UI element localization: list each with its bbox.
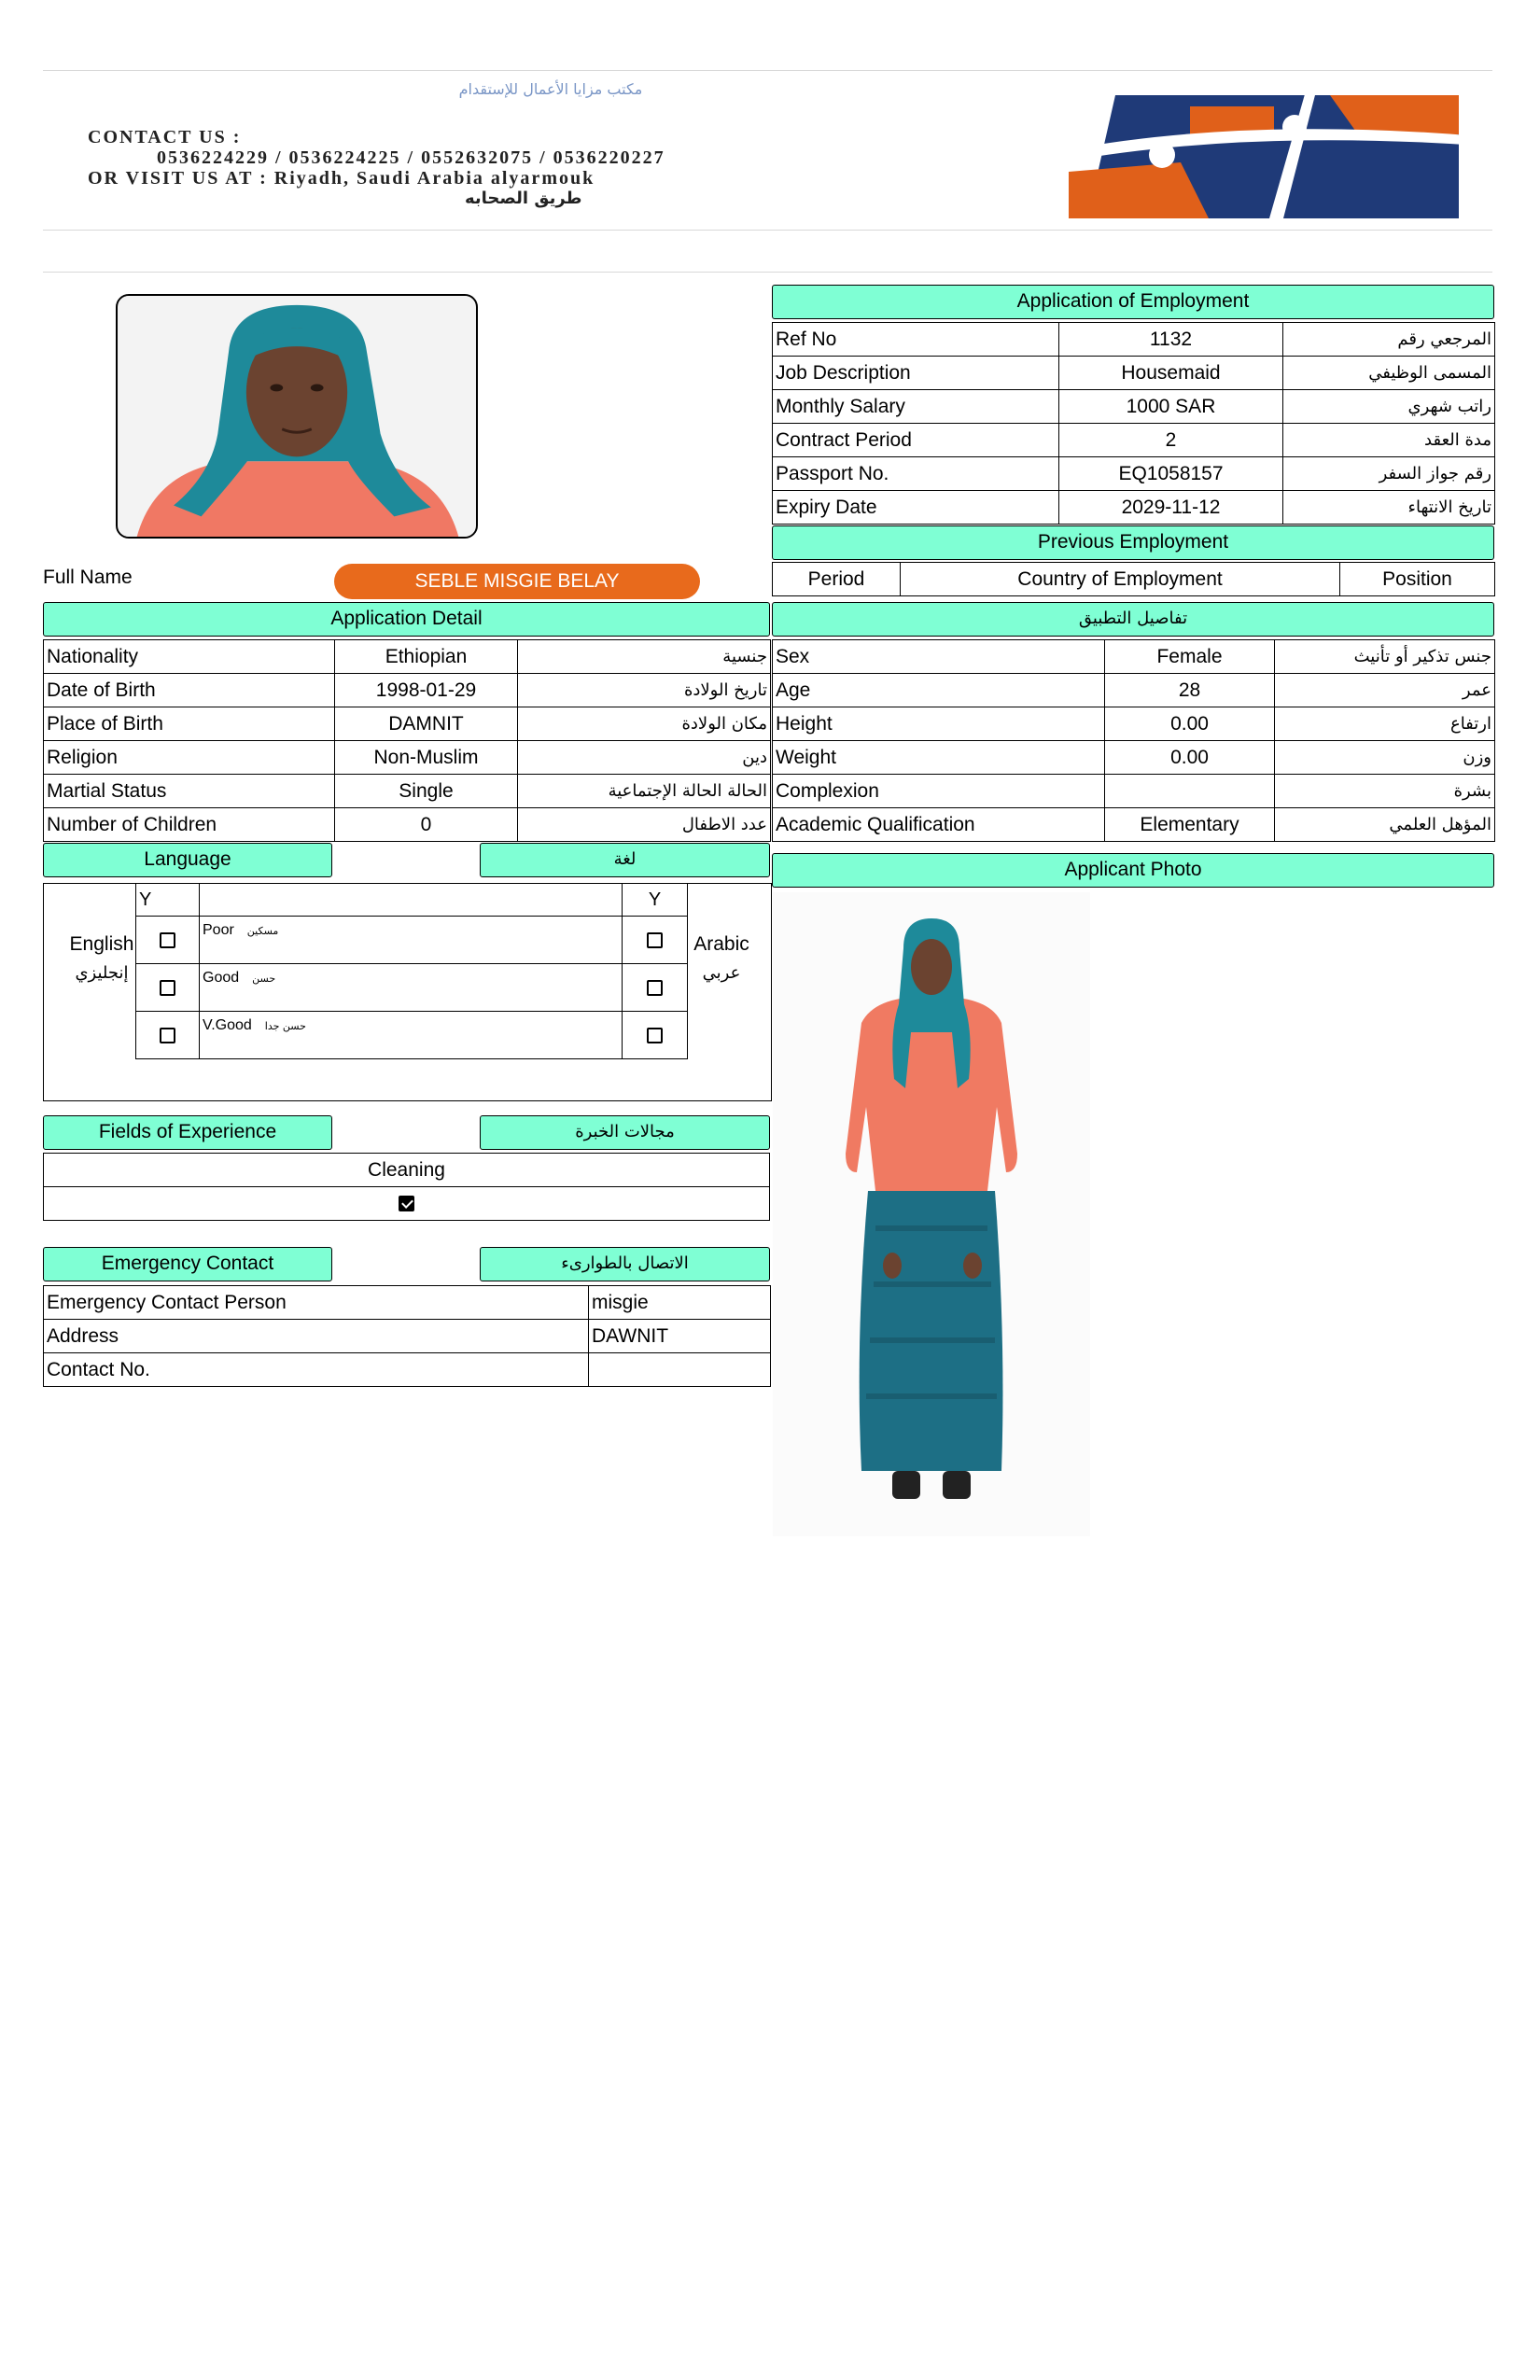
table-row	[773, 457, 1495, 491]
experience-table	[43, 1153, 770, 1221]
place-of-birth-label: Place of Birth	[44, 707, 335, 741]
table-row	[44, 1353, 771, 1387]
table-row	[44, 674, 771, 707]
table-row	[44, 1320, 771, 1353]
application-detail-right-table	[772, 639, 1495, 842]
previous-employment-header: Previous Employment	[772, 525, 1494, 560]
period-column-header: Period	[773, 563, 901, 596]
table-row	[44, 741, 771, 775]
emergency-person-value: misgie	[589, 1286, 771, 1320]
contract-period-value: 2	[1059, 424, 1283, 457]
weight-label: Weight	[773, 741, 1105, 775]
table-row	[136, 964, 688, 1012]
nationality-ar: جنسية	[518, 640, 771, 674]
arabic-poor-checkbox[interactable]	[647, 932, 663, 948]
marital-status-ar: الحالة الحالة الإجتماعية	[518, 775, 771, 808]
previous-employment-table	[772, 562, 1495, 596]
weight-value: 0.00	[1105, 741, 1275, 775]
age-ar: عمر	[1275, 674, 1495, 707]
contact-block	[88, 127, 665, 209]
religion-value: Non-Muslim	[335, 741, 518, 775]
arabic-vgood-checkbox[interactable]	[647, 1028, 663, 1043]
level-poor-ar: مسكين	[246, 925, 279, 937]
language-levels-table	[135, 883, 688, 1059]
agency-logo	[1050, 78, 1479, 228]
table-row	[773, 424, 1495, 457]
level-poor	[200, 917, 623, 964]
table-row	[773, 323, 1495, 357]
sex-label: Sex	[773, 640, 1105, 674]
contract-period-ar: مدة العقد	[1283, 424, 1495, 457]
emergency-header: Emergency Contact	[43, 1247, 332, 1281]
english-poor-cell	[136, 917, 200, 964]
arabic-vgood-cell	[623, 1012, 688, 1059]
academic-qualification-ar: المؤهل العلمي	[1275, 808, 1495, 842]
address-value: DAWNIT	[589, 1320, 771, 1353]
place-of-birth-ar: مكان الولادة	[518, 707, 771, 741]
arabic-good-cell	[623, 964, 688, 1012]
nationality-label: Nationality	[44, 640, 335, 674]
arabic-ar-label: عربي	[702, 963, 741, 983]
application-detail-ar-header: تفاصيل التطبيق	[772, 602, 1494, 637]
academic-qualification-label: Academic Qualification	[773, 808, 1105, 842]
passport-no-value: EQ1058157	[1059, 457, 1283, 491]
contact-phones: 0536224229 / 0536224225 / 0552632075 / 0536220227	[157, 147, 665, 168]
applicant-full-photo	[773, 892, 1090, 1536]
full-name-label: Full Name	[43, 567, 133, 588]
arabic-poor-cell	[623, 917, 688, 964]
table-row	[44, 775, 771, 808]
monthly-salary-value: 1000 SAR	[1059, 390, 1283, 424]
marital-status-label: Martial Status	[44, 775, 335, 808]
table-row	[44, 707, 771, 741]
full-name-value: SEBLE MISGIE BELAY	[334, 564, 700, 599]
contract-period-label: Contract Period	[773, 424, 1059, 457]
english-vgood-checkbox[interactable]	[160, 1028, 175, 1043]
english-good-checkbox[interactable]	[160, 980, 175, 996]
language-ar-header: لغة	[480, 843, 770, 877]
level-poor-label: Poor	[203, 922, 234, 938]
nationality-value: Ethiopian	[335, 640, 518, 674]
passport-no-label: Passport No.	[773, 457, 1059, 491]
table-row	[44, 640, 771, 674]
religion-label: Religion	[44, 741, 335, 775]
employment-table	[772, 322, 1495, 525]
weight-ar: وزن	[1275, 741, 1495, 775]
contact-title: CONTACT US :	[88, 127, 242, 147]
agency-arabic-name: مكتب مزايا الأعمال للإستقدام	[458, 80, 643, 98]
applicant-headshot	[116, 294, 478, 539]
expiry-date-ar: تاريخ الانتهاء	[1283, 491, 1495, 525]
contact-no-value	[589, 1353, 771, 1387]
age-label: Age	[773, 674, 1105, 707]
emergency-person-label: Emergency Contact Person	[44, 1286, 589, 1320]
emergency-ar-header: الاتصال بالطوارىء	[480, 1247, 770, 1281]
language-header: Language	[43, 843, 332, 877]
level-column-header	[200, 884, 623, 917]
english-poor-checkbox[interactable]	[160, 932, 175, 948]
level-vgood	[200, 1012, 623, 1059]
table-row	[773, 491, 1495, 525]
children-value: 0	[335, 808, 518, 842]
experience-header: Fields of Experience	[43, 1115, 332, 1150]
contact-address: OR VISIT US AT : Riyadh, Saudi Arabia alyarmouk	[88, 168, 595, 189]
table-row	[44, 1286, 771, 1320]
job-description-value: Housemaid	[1059, 357, 1283, 390]
monthly-salary-label: Monthly Salary	[773, 390, 1059, 424]
date-of-birth-label: Date of Birth	[44, 674, 335, 707]
monthly-salary-ar: راتب شهري	[1283, 390, 1495, 424]
experience-check-cell	[44, 1187, 770, 1221]
height-label: Height	[773, 707, 1105, 741]
application-detail-table	[43, 639, 771, 842]
arabic-label: Arabic	[693, 933, 749, 955]
level-good-label: Good	[203, 970, 240, 986]
emergency-table	[43, 1285, 771, 1387]
application-detail-header: Application Detail	[43, 602, 770, 637]
expiry-date-value: 2029-11-12	[1059, 491, 1283, 525]
height-ar: ارتفاع	[1275, 707, 1495, 741]
contact-no-label: Contact No.	[44, 1353, 589, 1387]
place-of-birth-value: DAMNIT	[335, 707, 518, 741]
table-row	[44, 808, 771, 842]
country-column-header: Country of Employment	[901, 563, 1340, 596]
children-ar: عدد الاطفال	[518, 808, 771, 842]
arabic-y-header: Y	[623, 884, 688, 917]
table-row	[773, 674, 1495, 707]
sex-ar: جنس تذكير أو تأنيث	[1275, 640, 1495, 674]
table-row	[44, 1154, 770, 1187]
experience-item: Cleaning	[44, 1154, 770, 1187]
complexion-ar: بشرة	[1275, 775, 1495, 808]
age-value: 28	[1105, 674, 1275, 707]
experience-checkbox[interactable]	[399, 1196, 414, 1211]
english-ar-label: إنجليزي	[75, 963, 129, 983]
sex-value: Female	[1105, 640, 1275, 674]
passport-no-ar: رقم جواز السفر	[1283, 457, 1495, 491]
table-row	[136, 1012, 688, 1059]
employment-header: Application of Employment	[772, 285, 1494, 319]
table-row	[773, 563, 1495, 596]
table-row	[773, 808, 1495, 842]
ref-no-ar: المرجعي رقم	[1283, 323, 1495, 357]
level-vgood-label: V.Good	[203, 1017, 252, 1033]
table-row	[136, 884, 688, 917]
position-column-header: Position	[1340, 563, 1495, 596]
complexion-value	[1105, 775, 1275, 808]
table-row	[44, 1187, 770, 1221]
religion-ar: دين	[518, 741, 771, 775]
height-value: 0.00	[1105, 707, 1275, 741]
expiry-date-label: Expiry Date	[773, 491, 1059, 525]
english-label: English	[69, 933, 134, 955]
level-good-ar: حسن	[252, 973, 276, 985]
academic-qualification-value: Elementary	[1105, 808, 1275, 842]
complexion-label: Complexion	[773, 775, 1105, 808]
experience-ar-header: مجالات الخبرة	[480, 1115, 770, 1150]
table-row	[773, 741, 1495, 775]
level-vgood-ar: حسن جدا	[264, 1020, 306, 1032]
job-description-ar: المسمى الوظيفي	[1283, 357, 1495, 390]
english-y-header: Y	[136, 884, 200, 917]
table-row	[773, 390, 1495, 424]
contact-street: طريق الصحابه	[465, 189, 582, 208]
date-of-birth-value: 1998-01-29	[335, 674, 518, 707]
arabic-good-checkbox[interactable]	[647, 980, 663, 996]
address-label: Address	[44, 1320, 589, 1353]
english-vgood-cell	[136, 1012, 200, 1059]
english-good-cell	[136, 964, 200, 1012]
children-label: Number of Children	[44, 808, 335, 842]
table-row	[773, 707, 1495, 741]
table-row	[773, 357, 1495, 390]
date-of-birth-ar: تاريخ الولادة	[518, 674, 771, 707]
ref-no-value: 1132	[1059, 323, 1283, 357]
marital-status-value: Single	[335, 775, 518, 808]
applicant-photo-header: Applicant Photo	[772, 853, 1494, 888]
ref-no-label: Ref No	[773, 323, 1059, 357]
table-row	[136, 917, 688, 964]
table-row	[773, 775, 1495, 808]
job-description-label: Job Description	[773, 357, 1059, 390]
table-row	[773, 640, 1495, 674]
arabic-language	[681, 933, 762, 983]
level-good	[200, 964, 623, 1012]
